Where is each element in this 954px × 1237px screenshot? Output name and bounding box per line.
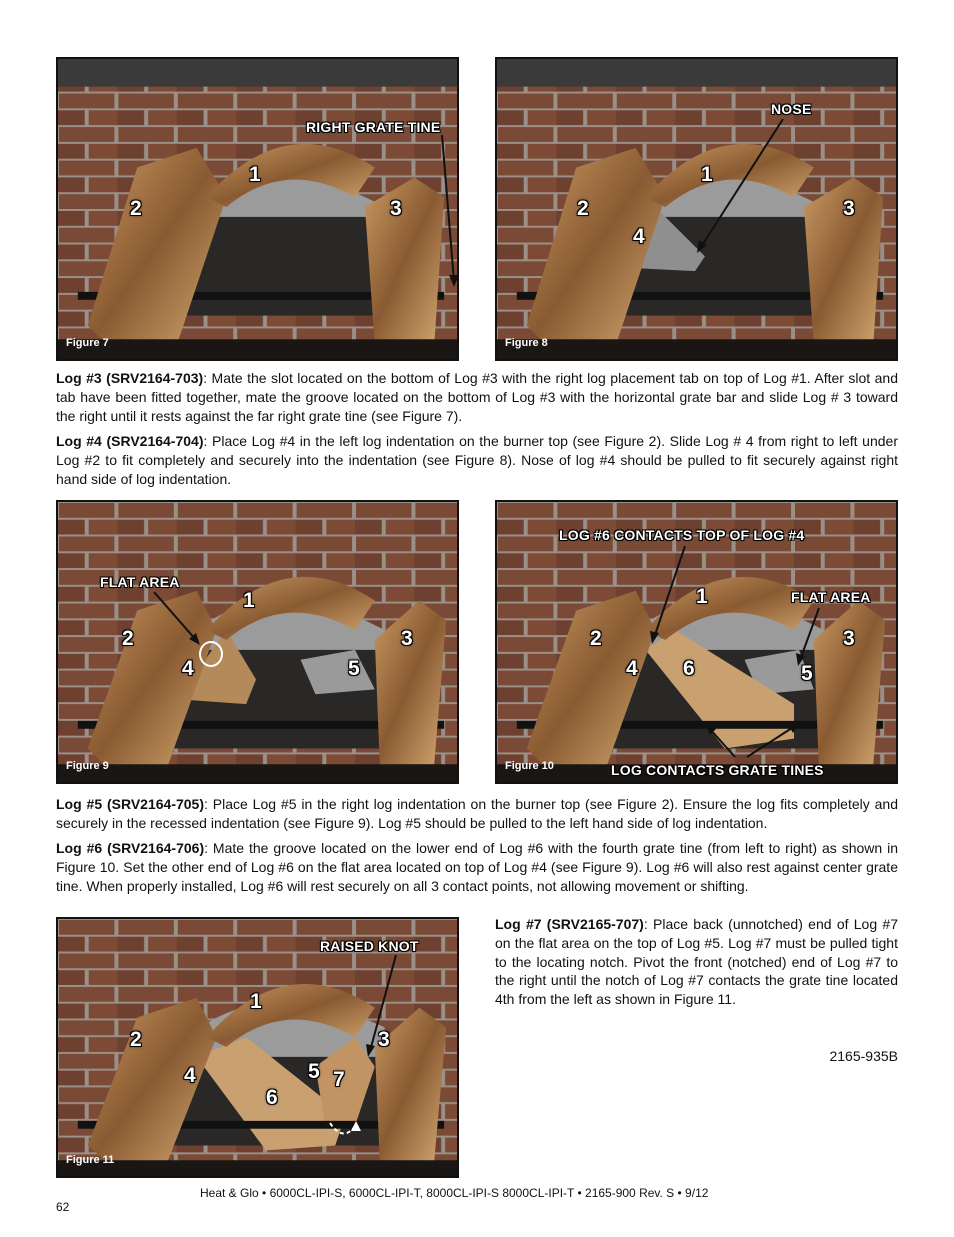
log-number: 2 — [122, 627, 134, 650]
log-number: 1 — [243, 589, 255, 612]
log-number: 2 — [130, 1028, 142, 1051]
log-number: 3 — [378, 1028, 390, 1051]
paragraph-label: Log #5 (SRV2164-705) — [56, 796, 205, 812]
log-number: 3 — [843, 627, 855, 650]
log-number: 3 — [843, 197, 855, 220]
figure-caption: Figure 10 — [505, 760, 554, 772]
paragraph-label: Log #6 (SRV2164-706) — [56, 840, 205, 856]
paragraph-label: Log #4 (SRV2164-704) — [56, 433, 204, 449]
log-number: 1 — [701, 163, 713, 186]
page-number: 62 — [56, 1200, 70, 1214]
log-number: 2 — [590, 627, 602, 650]
log-number: 4 — [184, 1064, 196, 1087]
log-number: 1 — [696, 585, 708, 608]
figure-caption: Figure 9 — [66, 760, 109, 772]
callout-log6-contacts: LOG #6 CONTACTS TOP OF LOG #4 — [559, 527, 805, 543]
log-number: 4 — [633, 225, 645, 248]
callout-flat-area: FLAT AREA — [100, 574, 180, 590]
figure-caption: Figure 11 — [66, 1154, 115, 1166]
arrow-icon — [497, 502, 896, 782]
log-number: 7 — [333, 1068, 345, 1091]
log-number: 1 — [249, 163, 261, 186]
figure-11-photo — [56, 917, 459, 1178]
callout-nose: NOSE — [771, 101, 812, 117]
paragraph-log7 — [495, 915, 898, 1009]
log-number: 6 — [266, 1086, 278, 1109]
paragraph-log3 — [56, 369, 898, 425]
log-number: 5 — [308, 1060, 320, 1083]
paragraph-label: Log #7 (SRV2165-707) — [495, 916, 644, 932]
figure-7-photo — [56, 57, 459, 361]
figure-caption: Figure 8 — [505, 337, 548, 349]
paragraph-log6 — [56, 839, 898, 895]
log-number: 2 — [577, 197, 589, 220]
log-number: 3 — [401, 627, 413, 650]
figure-9-photo — [56, 500, 459, 784]
arrow-icon — [497, 59, 896, 359]
paragraph-text: : Place Log #4 in the left log indentation on the burner top (see Figure 2). Slide Log # 4 from right to left under Log #2 to fit completely and securely into the indentation (see Figure 8). Nose of log #4 should be pulled to fit securely against right hand side of log indentation. — [56, 433, 898, 487]
log-number: 6 — [683, 657, 695, 680]
log-number: 4 — [182, 657, 194, 680]
callout-raised-knot: RAISED KNOT — [320, 938, 419, 954]
log-number: 3 — [390, 197, 402, 220]
figure-8-photo — [495, 57, 898, 361]
paragraph-text: : Place Log #5 in the right log indentation on the burner top (see Figure 2). Ensure the log fits completely and securely in the recessed indentation (see Figure 9). Log #5 should be pulled to the left hand side of log indentation. — [56, 796, 898, 831]
paragraph-text: : Mate the groove located on the lower end of Log #6 with the fourth grate tine (from left to right) as shown in Figure 10. Set the other end of Log #6 on the flat area located on top of Log #4 (see Figure 9). Log #6 will also rest against center grate tine. When properly installed, Log #6 will rest securely on all 3 contact points, not allowing movement or shifting. — [56, 840, 899, 894]
doc-number: 2165-935B — [829, 1048, 898, 1064]
callout-flat-area: FLAT AREA — [791, 589, 871, 605]
arrow-icon — [58, 919, 457, 1176]
arrow-icon — [58, 502, 457, 782]
figure-10-photo — [495, 500, 898, 784]
footer-text: Heat & Glo • 6000CL-IPI-S, 6000CL-IPI-T, 8000CL-IPI-S 8000CL-IPI-T • 2165-900 Rev. S • 9/12 — [200, 1186, 709, 1200]
paragraph-label: Log #3 (SRV2164-703) — [56, 370, 204, 386]
log-number: 4 — [626, 657, 638, 680]
callout-right-grate-tine: RIGHT GRATE TINE — [306, 119, 441, 135]
paragraph-log5 — [56, 795, 898, 833]
log-number: 5 — [801, 662, 813, 685]
paragraph-text: : Mate the slot located on the bottom of Log #3 with the right log placement tab on top of Log #1. After slot and tab have been fitted together, mate the groove located on the bottom of Log #3 with the horizontal grate bar and slide Log # 3 toward the right until it rests against the far right grate tine (see Figure 7). — [56, 370, 899, 424]
paragraph-text: : Place back (unnotched) end of Log #7 on the flat area on the top of Log #5. Log #7 must be pulled tight to the locating notch. Pivot the front (notched) end of Log #7 to the right until the notch of Log #7 contacts the grate tine located 4th from the left as shown in Figure 11. — [495, 916, 898, 1008]
figure-caption: Figure 7 — [66, 337, 109, 349]
log-number: 2 — [130, 197, 142, 220]
log-number: 5 — [348, 657, 360, 680]
paragraph-log4 — [56, 432, 898, 488]
log-number: 1 — [250, 990, 262, 1013]
callout-grate-tines: LOG CONTACTS GRATE TINES — [611, 762, 824, 778]
